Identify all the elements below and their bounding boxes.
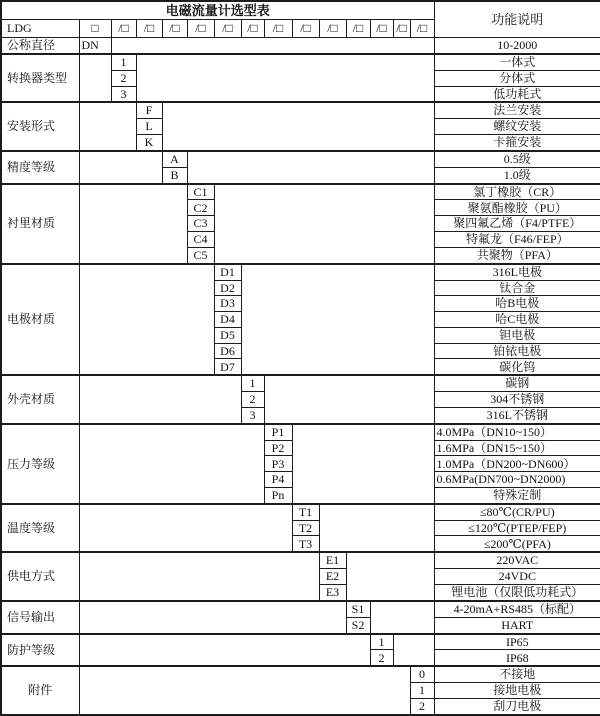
- code-cell: T3: [292, 536, 319, 552]
- code-cell: P2: [264, 440, 292, 456]
- function-cell: 哈C电极: [434, 312, 600, 328]
- function-cell: 碳钢: [434, 375, 600, 391]
- code-cell: E1: [319, 552, 346, 568]
- function-cell: 不接地: [434, 666, 600, 682]
- code-cell: 2: [241, 392, 264, 408]
- left-filler: [79, 264, 214, 376]
- model-slot-13: /□: [410, 20, 434, 38]
- category-cell: 电极材质: [1, 264, 79, 376]
- function-cell: 分体式: [434, 70, 600, 86]
- model-slot-2: /□: [136, 20, 162, 38]
- code-cell: P3: [264, 456, 292, 472]
- function-cell: 10-2000: [434, 38, 600, 54]
- function-cell: 0.5级: [434, 151, 600, 167]
- code-cell: E2: [319, 569, 346, 585]
- function-cell: ≤200℃(PFA): [434, 536, 600, 552]
- right-filler: [292, 424, 434, 504]
- function-cell: IP65: [434, 634, 600, 650]
- function-cell: 螺纹安装: [434, 119, 600, 135]
- function-cell: 1.0MPa（DN200~DN600）: [434, 456, 600, 472]
- table-title: 电磁流量计选型表: [1, 1, 434, 20]
- function-column-header: 功能说明: [434, 1, 600, 38]
- code-cell: 0: [410, 666, 434, 682]
- category-cell: 精度等级: [1, 151, 79, 184]
- dn-filler: [111, 38, 434, 54]
- code-cell: D3: [214, 296, 241, 312]
- model-slot-3: /□: [162, 20, 187, 38]
- code-cell: L: [136, 119, 162, 135]
- code-cell: D4: [214, 312, 241, 328]
- function-cell: 特氟龙（F46/FEP）: [434, 232, 600, 248]
- model-slot-11: /□: [370, 20, 393, 38]
- code-cell: F: [136, 102, 162, 118]
- right-filler: [264, 375, 434, 424]
- model-slot-1: /□: [111, 20, 136, 38]
- category-cell: 衬里材质: [1, 184, 79, 264]
- function-cell: 钽电极: [434, 327, 600, 343]
- right-filler: [346, 552, 434, 601]
- code-cell: K: [136, 135, 162, 151]
- right-filler: [214, 184, 434, 264]
- function-cell: 法兰安装: [434, 102, 600, 118]
- code-cell: B: [162, 167, 187, 183]
- model-slot-5: /□: [214, 20, 241, 38]
- code-cell: C3: [187, 216, 214, 232]
- function-cell: 220VAC: [434, 552, 600, 568]
- function-cell: 锂电池（仅限低功耗式）: [434, 584, 600, 600]
- right-filler: [162, 102, 434, 151]
- function-cell: 钛合金: [434, 280, 600, 296]
- left-filler: [79, 375, 241, 424]
- code-cell: 1: [241, 375, 264, 391]
- function-cell: IP68: [434, 650, 600, 666]
- right-filler: [187, 151, 434, 184]
- model-slot-7: /□: [264, 20, 292, 38]
- model-slot-6: /□: [241, 20, 264, 38]
- function-cell: 4-20mA+RS485（标配）: [434, 601, 600, 617]
- code-cell: C5: [187, 247, 214, 263]
- function-cell: 铂铱电极: [434, 343, 600, 359]
- category-cell: 供电方式: [1, 552, 79, 601]
- category-cell: 温度等级: [1, 504, 79, 553]
- model-slot-10: /□: [346, 20, 370, 38]
- function-cell: 316L不锈钢: [434, 407, 600, 423]
- function-cell: 聚氨酯橡胶（PU）: [434, 200, 600, 216]
- category-cell: 转换器类型: [1, 54, 79, 103]
- model-box: □: [79, 20, 111, 38]
- category-cell: 公称直径: [1, 38, 79, 54]
- code-cell: 2: [410, 698, 434, 715]
- code-cell: S1: [346, 601, 370, 617]
- function-cell: 304不锈钢: [434, 392, 600, 408]
- left-filler: [79, 601, 346, 634]
- category-cell: 防护等级: [1, 634, 79, 667]
- code-cell: T2: [292, 520, 319, 536]
- function-cell: ≤80℃(CR/PU): [434, 504, 600, 520]
- code-cell: 2: [370, 650, 393, 666]
- left-filler: [79, 504, 292, 553]
- code-cell: P1: [264, 424, 292, 440]
- right-filler: [370, 601, 434, 634]
- function-cell: 聚四氟乙烯（F4/PTFE）: [434, 216, 600, 232]
- function-cell: 24VDC: [434, 569, 600, 585]
- code-cell: D1: [214, 264, 241, 280]
- code-cell: Pn: [264, 487, 292, 503]
- code-cell: 3: [241, 407, 264, 423]
- category-cell: 信号输出: [1, 601, 79, 634]
- code-cell: D5: [214, 327, 241, 343]
- function-cell: 1.0级: [434, 167, 600, 183]
- right-filler: [241, 264, 434, 376]
- code-cell: DN: [79, 38, 111, 54]
- function-cell: 碳化钨: [434, 359, 600, 375]
- category-cell: 外壳材质: [1, 375, 79, 424]
- model-prefix: LDG: [1, 20, 79, 38]
- function-cell: 1.6MPa（DN15~150）: [434, 440, 600, 456]
- code-cell: E3: [319, 584, 346, 600]
- code-cell: P4: [264, 472, 292, 488]
- code-cell: A: [162, 151, 187, 167]
- function-cell: 哈B电极: [434, 296, 600, 312]
- left-filler: [79, 552, 319, 601]
- function-cell: 316L电极: [434, 264, 600, 280]
- function-cell: 0.6MPa(DN700~DN2000): [434, 472, 600, 488]
- selector-table-body: [1, 1, 600, 715]
- right-filler: [136, 54, 434, 103]
- code-cell: 1: [111, 54, 136, 70]
- model-slot-9: /□: [319, 20, 346, 38]
- code-cell: T1: [292, 504, 319, 520]
- left-filler: [79, 102, 136, 151]
- model-slot-12: /□: [393, 20, 410, 38]
- function-cell: 接地电极: [434, 683, 600, 699]
- right-filler: [393, 634, 434, 667]
- left-filler: [79, 151, 162, 184]
- function-cell: HART: [434, 617, 600, 633]
- code-cell: 1: [410, 683, 434, 699]
- code-cell: C1: [187, 184, 214, 200]
- code-cell: 2: [111, 70, 136, 86]
- code-cell: D6: [214, 343, 241, 359]
- code-cell: S2: [346, 617, 370, 633]
- function-cell: 特殊定制: [434, 487, 600, 503]
- function-cell: 氯丁橡胶（CR）: [434, 184, 600, 200]
- left-filler: [79, 634, 370, 667]
- function-cell: ≤120℃(PTEP/FEP): [434, 520, 600, 536]
- model-slot-8: /□: [292, 20, 319, 38]
- function-cell: 一体式: [434, 54, 600, 70]
- code-cell: C2: [187, 200, 214, 216]
- category-cell: 压力等级: [1, 424, 79, 504]
- function-cell: 低功耗式: [434, 86, 600, 102]
- left-filler: [79, 424, 264, 504]
- left-filler: [79, 54, 111, 103]
- function-cell: 共聚物（PFA）: [434, 247, 600, 263]
- category-cell: 安装形式: [1, 102, 79, 151]
- right-filler: [319, 504, 434, 553]
- left-filler: [79, 666, 410, 715]
- function-cell: 卡箍安装: [434, 135, 600, 151]
- code-cell: D2: [214, 280, 241, 296]
- code-cell: 3: [111, 86, 136, 102]
- function-cell: 刮刀电极: [434, 698, 600, 715]
- code-cell: C4: [187, 232, 214, 248]
- code-cell: 1: [370, 634, 393, 650]
- category-cell: 附件: [1, 666, 79, 715]
- model-slot-4: /□: [187, 20, 214, 38]
- function-cell: 4.0MPa（DN10~150）: [434, 424, 600, 440]
- left-filler: [79, 184, 187, 264]
- code-cell: D7: [214, 359, 241, 375]
